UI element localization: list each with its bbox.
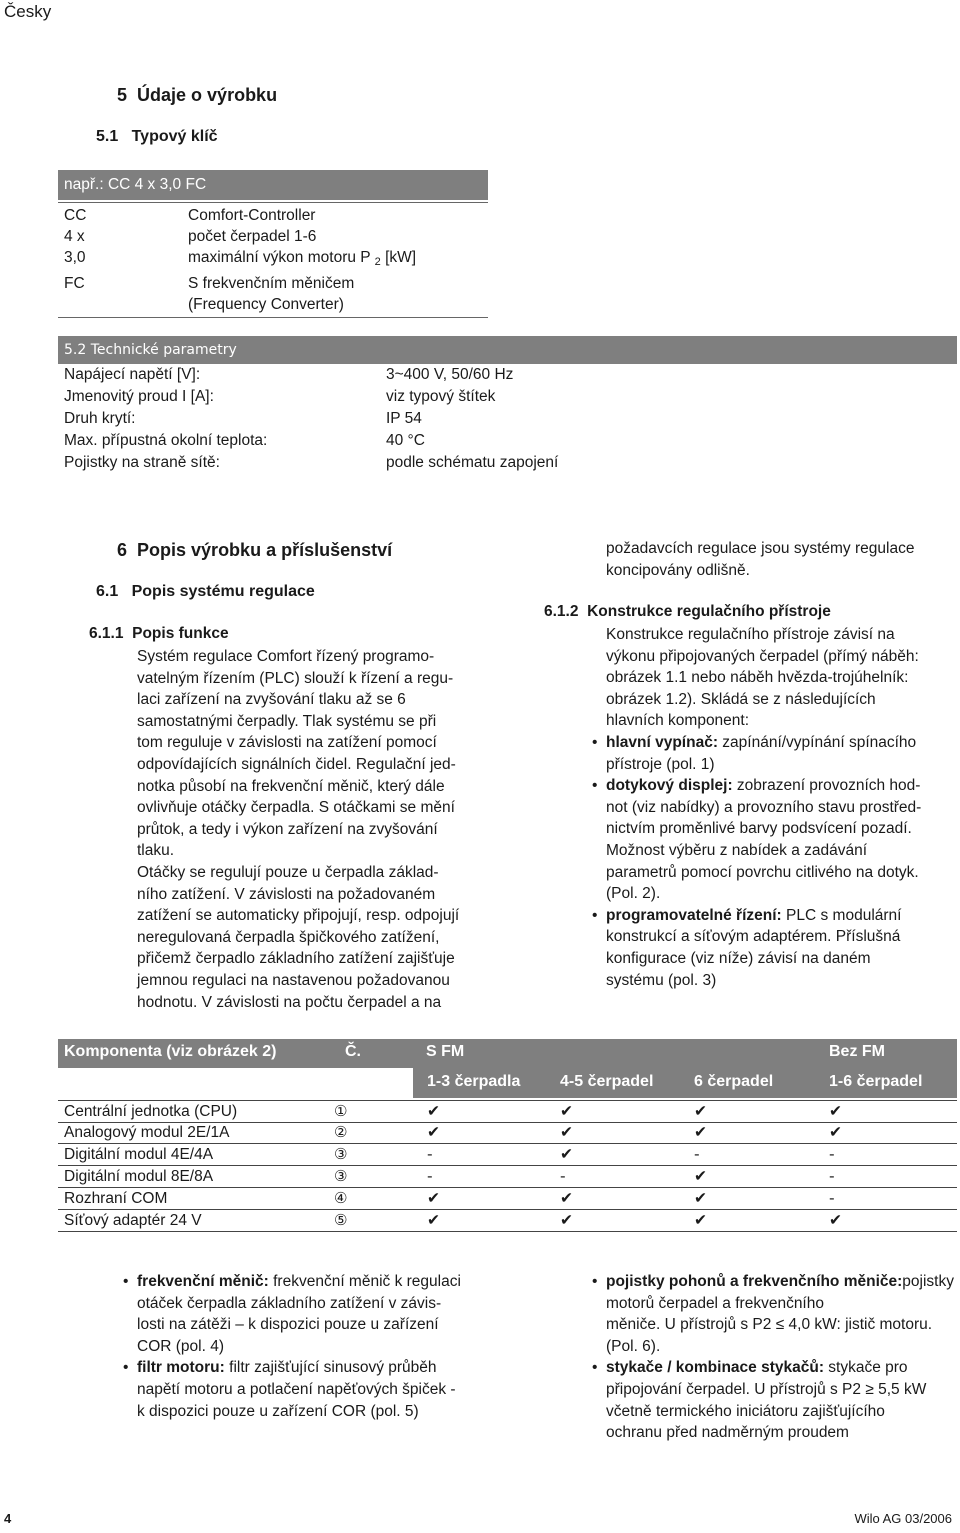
right-intro-text: [606, 538, 956, 581]
type-key-example: např.: CC 4 x 3,0 FC: [58, 170, 488, 200]
bullet-item: [606, 905, 956, 991]
position-number: ③: [334, 1145, 348, 1163]
bullet-text: COR (pol. 4): [137, 1337, 224, 1355]
param-value: podle schématu zapojení: [386, 454, 559, 471]
type-key-row: [58, 226, 488, 247]
type-key-desc: počet čerpadel 1-6: [188, 228, 317, 245]
bullet-text: měniče. U přístrojů s P2 ≤ 4,0 kW: jistič motoru.: [606, 1316, 933, 1334]
availability-mark: ✔: [694, 1189, 707, 1207]
bullet-term: stykače / kombinace stykačů:: [606, 1359, 824, 1377]
bullet-text: včetně termického iniciátoru zajišťujícího: [606, 1402, 885, 1420]
section-number: 6.1.2: [544, 603, 579, 620]
type-key-desc: Comfort-Controller: [188, 207, 316, 224]
bullet-text: zobrazení provozních hod-: [732, 777, 921, 795]
text-line: Konstrukce regulačního přístroje závisí na: [606, 626, 895, 643]
section-number: 6.1.1: [89, 625, 124, 642]
availability-mark: -: [829, 1189, 835, 1207]
position-number: ⑤: [334, 1211, 348, 1229]
text-line: Otáčky se regulují pouze u čerpadla základ-: [137, 863, 439, 881]
table-row: [58, 1144, 957, 1166]
section-title: Popis funkce: [132, 625, 229, 642]
desc-text: maximální výkon motoru P: [188, 249, 371, 266]
type-key-row: [58, 247, 488, 273]
construction-description: [606, 624, 956, 732]
component-name: Analogový modul 2E/1A: [64, 1124, 230, 1141]
bullet-text: otáček čerpadla základního zatížení v závis-: [137, 1294, 442, 1312]
section-5-1-heading: [96, 128, 218, 146]
section-6-1-2-heading: [544, 603, 831, 621]
section-6-1-heading: [96, 583, 315, 601]
text-line: přičemž čerpadlo základního zatížení zajišťuje: [137, 950, 455, 968]
subscript: 2: [374, 256, 381, 268]
availability-mark: ✔: [560, 1189, 573, 1207]
availability-mark: ✔: [560, 1211, 573, 1229]
section-number: 6: [117, 540, 128, 560]
text-line: ního zatížení. V závislosti na požadovaném: [137, 885, 436, 903]
component-name: Síťový adaptér 24 V: [64, 1212, 202, 1229]
bullet-text: přístroje (pol. 1): [606, 755, 715, 773]
bullet-item: [606, 775, 956, 905]
tech-param-row: [64, 386, 624, 408]
header-gap: [58, 1068, 413, 1098]
type-key-desc: (Frequency Converter): [188, 296, 344, 313]
bullet-text: filtr zajišťující sinusový průběh: [224, 1359, 437, 1377]
position-number: ④: [334, 1189, 348, 1207]
bullet-text: frekvenční měnič k regulaci: [268, 1273, 461, 1290]
section-title: Typový klíč: [131, 128, 218, 145]
availability-mark: ✔: [560, 1102, 573, 1120]
param-value: viz typový štítek: [386, 388, 496, 405]
text-line: laci zařízení na zvyšování tlaku až se 6: [137, 691, 406, 709]
section-number: 5.1: [96, 128, 119, 145]
text-line: koncipovány odlišně.: [606, 561, 750, 579]
section-number: 5: [117, 85, 128, 105]
bullet-term: hlavní vypínač:: [606, 734, 718, 751]
bullet-text: not (viz nabídky) a provozního stavu prostřed-: [606, 798, 922, 816]
type-key-body: [58, 202, 488, 318]
bullet-text: (Pol. 6).: [606, 1337, 661, 1355]
availability-mark: ✔: [427, 1189, 440, 1207]
column-header-with-fm: S FM: [426, 1043, 465, 1060]
text-line: požadavcích regulace jsou systémy regulace: [606, 540, 915, 557]
availability-mark: ✔: [694, 1123, 707, 1141]
tech-params-heading: 5.2 Technické parametry: [58, 336, 957, 364]
bottom-right-list: [606, 1271, 960, 1444]
bullet-text: stykače pro: [823, 1359, 908, 1377]
desc-unit: [kW]: [380, 249, 417, 266]
availability-mark: -: [427, 1145, 433, 1163]
table-row: [58, 1100, 957, 1123]
bullet-item: [606, 1271, 960, 1357]
param-label: Jmenovitý proud I [A]:: [64, 388, 214, 405]
availability-mark: ✔: [829, 1211, 842, 1229]
text-line: vatelným řízením (PLC) slouží k řízení a regu-: [137, 669, 454, 687]
section-title: Údaje o výrobku: [137, 85, 278, 105]
bullet-text: pojistky motorů čerpadel a frekvenčního: [606, 1273, 954, 1312]
type-key-desc: S frekvenčním měničem: [188, 275, 355, 292]
position-number: ③: [334, 1167, 348, 1185]
availability-mark: -: [829, 1167, 835, 1185]
bullet-text: nictvím proměnlivé barvy podsvícení pozadí.: [606, 820, 912, 838]
bullet-text: PLC s modulární: [781, 906, 902, 924]
type-key-table: [58, 170, 488, 318]
bullet-term: frekvenční měnič:: [137, 1273, 269, 1290]
param-value: IP 54: [386, 410, 422, 427]
text-line: samostatnými čerpadly. Tlak systému se při: [137, 712, 437, 730]
type-key-row: [58, 294, 488, 315]
table-row: [58, 1166, 957, 1188]
tech-param-row: [64, 452, 624, 474]
component-name: Digitální modul 8E/8A: [64, 1168, 214, 1185]
availability-mark: ✔: [829, 1123, 842, 1141]
bullet-text: zapínání/vypínání spínacího: [717, 734, 917, 751]
component-name: Centrální jednotka (CPU): [64, 1103, 238, 1120]
component-name: Digitální modul 4E/4A: [64, 1146, 214, 1163]
bullet-text: (Pol. 2).: [606, 885, 661, 903]
text-line: výkonu připojovaných čerpadel (přímý náběh:: [606, 647, 919, 665]
tech-param-row: [64, 408, 624, 430]
tech-param-row: [64, 430, 624, 452]
text-line: zatížení se automaticky připojují, resp. odpojují: [137, 907, 460, 925]
availability-mark: ✔: [694, 1102, 707, 1120]
text-line: neregulovaná čerpadla špičkového zatížení,: [137, 928, 440, 946]
section-6-heading: [117, 540, 392, 561]
availability-mark: -: [829, 1145, 835, 1163]
bullet-text: losti na zátěži – k dispozici pouze u zařízení: [137, 1316, 439, 1334]
language-label: Česky: [4, 2, 52, 21]
column-header-pumps: 6 čerpadel: [694, 1073, 774, 1090]
text-line: jemnou regulaci na nastavenou požadovanou: [137, 971, 450, 989]
text-line: hlavních komponent:: [606, 712, 750, 730]
param-value: 40 °C: [386, 432, 425, 449]
bullet-term: pojistky pohonů a frekvenčního měniče:: [606, 1273, 903, 1290]
column-header-position: Č.: [345, 1043, 361, 1060]
text-line: ovlivňuje otáčky čerpadla. S otáčkami se mění: [137, 799, 455, 817]
bullet-term: dotykový displej:: [606, 777, 733, 795]
bullet-item: [606, 1357, 960, 1443]
page-number: 4: [4, 1511, 12, 1526]
bullet-text: konstrukcí a síťovým adaptérem. Příslušná: [606, 928, 901, 946]
section-title: Konstrukce regulačního přístroje: [587, 603, 831, 620]
bullet-item: [606, 732, 956, 775]
section-number: 6.1: [96, 583, 119, 600]
type-key-code: CC: [64, 207, 87, 224]
availability-mark: ✔: [560, 1123, 573, 1141]
param-label: Pojistky na straně sítě:: [64, 454, 220, 471]
bullet-text: parametrů pomocí povrchu citlivého na dotyk.: [606, 863, 919, 881]
position-number: ②: [334, 1123, 348, 1141]
text-line: hodnotu. V závislosti na počtu čerpadel a na: [137, 993, 442, 1011]
bullet-text: napětí motoru a potlačení napěťových špiček -: [137, 1380, 456, 1398]
text-line: obrázek 1.1 nebo náběh hvězda-trojúhelník:: [606, 669, 909, 687]
bullet-term: filtr motoru:: [137, 1359, 225, 1377]
param-label: Druh krytí:: [64, 410, 136, 427]
bullet-item: [137, 1357, 517, 1422]
section-6-1-1-heading: [89, 625, 229, 643]
text-line: průtok, a tedy i výkon zařízení na zvyšování: [137, 820, 438, 838]
table-row: [58, 1188, 957, 1210]
column-header-without-fm: Bez FM: [829, 1043, 885, 1060]
availability-mark: ✔: [829, 1102, 842, 1120]
type-key-desc: [188, 247, 488, 273]
bullet-text: připojování čerpadel. U přístrojů s P2 ≥ 5,5 kW: [606, 1380, 927, 1398]
bullet-text: konfigurace (viz níže) závisí na daném: [606, 949, 871, 967]
text-line: notka působí na frekvenční měnič, který dále: [137, 777, 445, 795]
param-label: Max. přípustná okolní teplota:: [64, 432, 268, 449]
column-header-pumps: 1-3 čerpadla: [427, 1073, 521, 1090]
column-header-component: Komponenta (viz obrázek 2): [64, 1043, 277, 1060]
bullet-item: [137, 1271, 517, 1357]
position-number: ①: [334, 1102, 348, 1120]
text-line: odpovídajících signálních čidel. Regulační jed-: [137, 755, 456, 773]
availability-mark: -: [694, 1145, 700, 1163]
section-title: Popis systému regulace: [131, 583, 315, 600]
component-name: Rozhraní COM: [64, 1190, 168, 1207]
availability-mark: ✔: [427, 1123, 440, 1141]
text-line: obrázek 1.2). Skládá se z následujících: [606, 690, 876, 708]
availability-mark: -: [427, 1167, 433, 1185]
type-key-code: FC: [64, 275, 85, 292]
text-line: tom reguluje v závislosti na zatížení pomocí: [137, 734, 437, 752]
bullet-text: Možnost výběru z nabídek a zadávání: [606, 841, 868, 859]
function-description: [137, 646, 507, 1013]
bullet-text: systému (pol. 3): [606, 971, 717, 989]
availability-mark: ✔: [560, 1145, 573, 1163]
type-key-code: 3,0: [64, 249, 86, 266]
bullet-term: programovatelné řízení:: [606, 906, 782, 924]
bottom-left-list: [137, 1271, 517, 1422]
param-value: 3~400 V, 50/60 Hz: [386, 366, 514, 383]
availability-mark: ✔: [694, 1211, 707, 1229]
availability-mark: -: [560, 1167, 566, 1185]
column-header-pumps: 1-6 čerpadel: [829, 1073, 923, 1090]
footer-company: Wilo AG 03/2006: [854, 1511, 952, 1526]
bullet-text: k dispozici pouze u zařízení COR (pol. 5): [137, 1402, 419, 1420]
section-5-heading: [117, 85, 277, 106]
type-key-code: 4 x: [64, 228, 85, 245]
availability-mark: ✔: [427, 1102, 440, 1120]
column-header-pumps: 4-5 čerpadel: [560, 1073, 654, 1090]
type-key-code: [58, 294, 188, 315]
bullet-text: ochranu před nadměrným proudem: [606, 1424, 849, 1442]
table-row: [58, 1122, 957, 1144]
availability-mark: ✔: [427, 1211, 440, 1229]
section-title: Popis výrobku a příslušenství: [137, 540, 393, 560]
type-key-row: [58, 205, 488, 226]
type-key-row: [58, 273, 488, 294]
tech-param-row: [64, 364, 624, 386]
text-line: tlaku.: [137, 842, 175, 860]
text-line: Systém regulace Comfort řízený programo-: [137, 648, 435, 665]
table-row: [58, 1210, 957, 1232]
availability-mark: ✔: [694, 1167, 707, 1185]
param-label: Napájecí napětí [V]:: [64, 366, 201, 383]
component-list: [606, 732, 956, 991]
